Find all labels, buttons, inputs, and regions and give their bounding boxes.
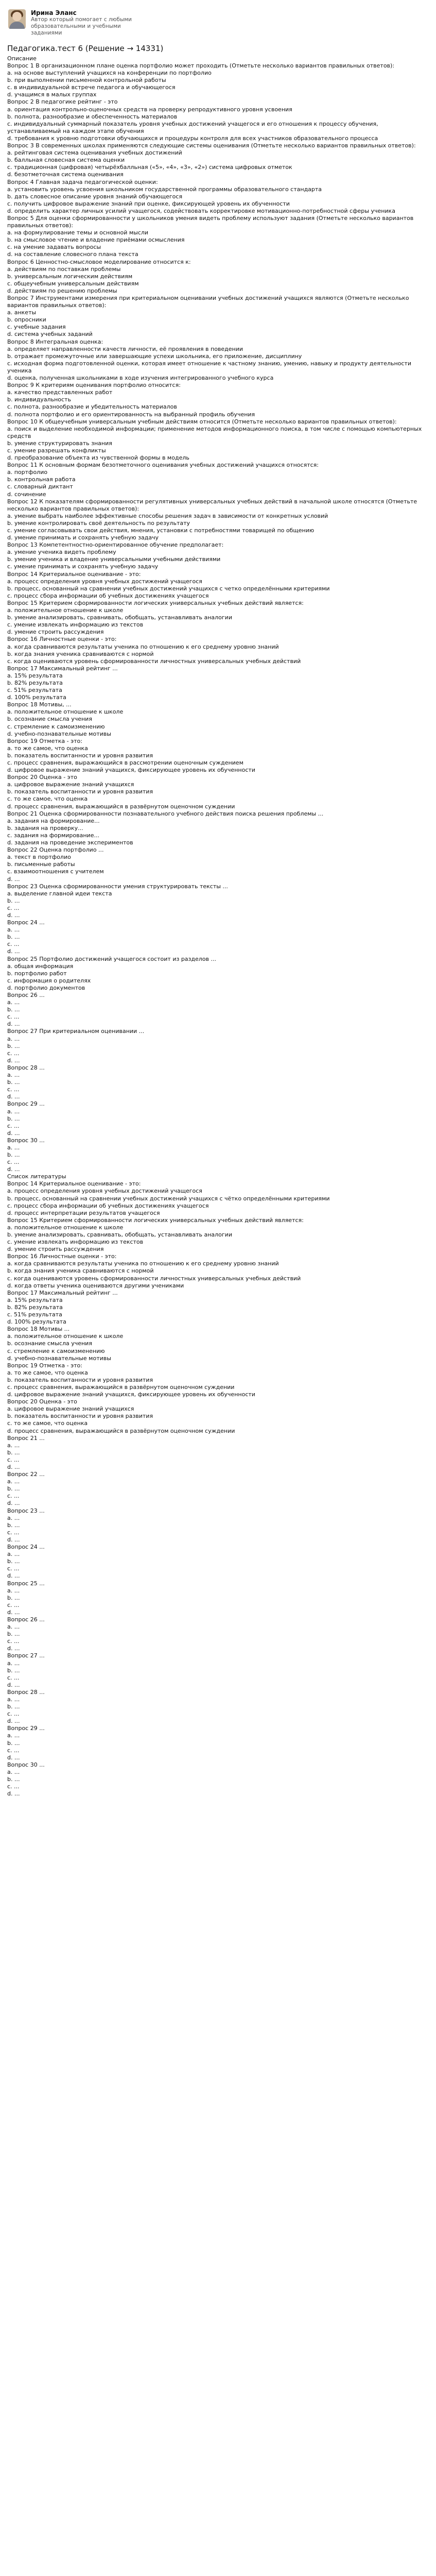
- answer-option: c. учебные задания: [7, 324, 66, 331]
- answer-option: a. текст в портфолио: [7, 854, 71, 861]
- answer-option: c. задания на формирование...: [7, 832, 99, 839]
- answer-option: a. общая информация: [7, 962, 74, 970]
- answer-option: b. балльная словесная система оценки: [7, 157, 125, 164]
- answer-option: b. ...: [7, 1521, 20, 1529]
- question-text: Вопрос 5 Для оценки сформированности у школьников умения видеть проблему используют задания (Отметьте несколько вариантов правильных ответов):: [7, 214, 414, 229]
- answer-option: d. ...: [7, 1790, 20, 1798]
- question-text: Вопрос 11 К основным формам безотметочного оценивания учебных достижений учащихся относятся:: [7, 462, 319, 469]
- answer-option: a. ориентация контрольно-оценочных средств на проверку репродуктивного уровня усвоения: [7, 106, 292, 113]
- answer-option: d. умение строить рассуждения: [7, 629, 104, 636]
- question-text: Вопрос 21 ...: [7, 1434, 45, 1442]
- answer-option: c. на умение задавать вопросы: [7, 244, 101, 251]
- question-text: Вопрос 21 Оценка сформированности познавательного учебного действия поиска решения проблемы ...: [7, 810, 324, 817]
- description-label: Описание: [7, 55, 37, 62]
- answer-option: d. учебно-познавательные мотивы: [7, 1354, 111, 1362]
- answer-option: c. процесс сбора информации об учебных достижениях учащегося: [7, 592, 209, 599]
- answer-option: c. индивидуальный суммарный показатель уровня учебных достижений учащегося и его отношения к процессу обучения, устанавливаемый на каждом этапе обучения: [7, 120, 378, 134]
- answer-option: a. качество представленных работ: [7, 389, 113, 396]
- answer-option: a. ...: [7, 1696, 20, 1703]
- answer-option: d. ...: [7, 1681, 20, 1688]
- answer-option: b. отражает промежуточные или завершающие успехи школьника, его приложение, дисциплину: [7, 352, 302, 360]
- answer-option: a. на основе выступлений учащихся на конференции по портфолио: [7, 70, 212, 77]
- answer-option: c. ...: [7, 1493, 20, 1500]
- question-text: Вопрос 28 ...: [7, 1064, 45, 1071]
- answer-option: b. умение анализировать, сравнивать, обобщать, устанавливать аналогии: [7, 1231, 232, 1238]
- answer-option: a. рейтинговая система оценивания учебных достижений: [7, 149, 182, 157]
- answer-option: d. цифровое выражение знаний учащихся, фиксирующее уровень их обученности: [7, 1391, 255, 1398]
- answer-option: d. полнота портфолио и его ориентированность на выбранный профиль обучения: [7, 411, 255, 418]
- answer-option: a. ...: [7, 1478, 20, 1485]
- answer-option: c. словарный диктант: [7, 483, 73, 490]
- answer-option: d. умение строить рассуждения: [7, 1246, 104, 1253]
- answer-option: c. когда оцениваются уровень сформированности личностных универсальных учебных действий: [7, 657, 301, 665]
- answer-option: c. то же самое, что оценка: [7, 795, 88, 803]
- answer-option: b. ...: [7, 1594, 20, 1601]
- question-text: Вопрос 15 Критерием сформированности логических универсальных учебных действий является:: [7, 599, 304, 606]
- answer-option: d. ...: [7, 1464, 20, 1470]
- answer-option: b. ...: [7, 1485, 20, 1493]
- answer-option: b. умение анализировать, сравнивать, обобщать, устанавливать аналогии: [7, 614, 232, 621]
- answer-option: c. информация о родителях: [7, 977, 91, 984]
- question-text: Вопрос 20 Оценка - это: [7, 774, 77, 781]
- answer-option: c. ...: [7, 1747, 20, 1754]
- answer-option: c. ...: [7, 1565, 20, 1572]
- answer-option: d. учебно-познавательные мотивы: [7, 730, 111, 737]
- answer-option: d. процесс сравнения, выражающийся в развёрнутом оценочном суждении: [7, 1427, 235, 1434]
- answer-option: a. ...: [7, 1108, 20, 1115]
- question-text: Вопрос 15 Критерием сформированности логических универсальных учебных действий является:: [7, 1216, 304, 1224]
- answer-option: d. портфолио документов: [7, 984, 85, 991]
- answer-option: c. ...: [7, 1122, 20, 1129]
- answer-option: c. ...: [7, 1783, 20, 1790]
- answer-option: b. ...: [7, 1631, 20, 1638]
- answer-option: d. на составление словесного плана текста: [7, 251, 138, 258]
- question-text: Вопрос 16 Личностные оценки - это:: [7, 1253, 117, 1260]
- answer-option: b. осознание смысла учения: [7, 716, 92, 723]
- answer-option: d. ...: [7, 911, 20, 919]
- question-text: Вопрос 14 Критериальное оценивание - это:: [7, 1180, 141, 1188]
- question-text: Вопрос 22 Оценка портфолио ...: [7, 846, 104, 854]
- answer-option: c. стремление к самоизменению: [7, 1347, 105, 1354]
- answer-option: d. задания на проведение экспериментов: [7, 839, 133, 846]
- question-text: Вопрос 3 В современных школах применяются следующие системы оценивания (Отметьте несколько вариантов правильных ответов):: [7, 142, 416, 149]
- question-text: Вопрос 26 ...: [7, 1616, 45, 1623]
- question-text: Вопрос 23 ...: [7, 1507, 45, 1514]
- answer-option: d. ...: [7, 1129, 20, 1137]
- answer-option: b. показатель воспитанности и уровня развития: [7, 752, 153, 759]
- question-text: Вопрос 18 Мотивы ...: [7, 1326, 70, 1333]
- answer-option: c. процесс сравнения, выражающийся в развёрнутом оценочном суждении: [7, 1383, 235, 1391]
- answer-option: d. процесс сравнения, выражающийся в развёрнутом оценочном суждении: [7, 803, 235, 810]
- answer-option: a. портфолио: [7, 469, 48, 476]
- answer-option: d. ...: [7, 1093, 20, 1100]
- answer-option: c. исходная форма подготовленной оценки, которая имеет отношение к частному знанию, умению, навыку и продукту деятельности ученика: [7, 360, 411, 374]
- answer-option: a. ...: [7, 1442, 20, 1449]
- answer-option: c. умение извлекать информацию из текстов: [7, 1239, 144, 1246]
- question-text: Вопрос 23 Оценка сформированности умения структурировать тексты ...: [7, 883, 228, 890]
- answer-option: c. стремление к самоизменению: [7, 723, 105, 730]
- answer-option: c. получить цифровое выражение знаний при оценке, фиксирующей уровень их обученности: [7, 200, 290, 207]
- answer-option: c. ...: [7, 1456, 20, 1463]
- answer-option: c. традиционная (цифровая) четырёхбалльная («5», «4», «3», «2») система цифровых отметок: [7, 164, 292, 171]
- answer-option: b. ...: [7, 1449, 20, 1456]
- answer-option: b. ...: [7, 1667, 20, 1674]
- answer-option: a. ...: [7, 1035, 20, 1042]
- answer-option: d. цифровое выражение знаний учащихся, фиксирующее уровень их обученности: [7, 767, 255, 774]
- answer-option: a. анкеты: [7, 309, 37, 316]
- answer-option: b. универсальным логическим действиям: [7, 273, 133, 280]
- answer-option: b. процесс, основанный на сравнении учебных достижений учащихся с чётко определёнными критериями: [7, 1195, 330, 1202]
- answer-option: c. в индивидуальной встрече педагога и обучающегося: [7, 84, 176, 91]
- answer-option: b. опросники: [7, 316, 46, 324]
- answer-option: b. при выполнении письменной контрольной работы: [7, 77, 166, 84]
- answer-option: b. ...: [7, 1079, 20, 1086]
- answer-option: d. определить характер личных усилий учащегося, содействовать корректировке мотивационно-потребностной сферы ученика: [7, 207, 395, 214]
- answer-option: a. ...: [7, 1072, 20, 1079]
- answer-option: b. ...: [7, 1703, 20, 1710]
- answer-option: a. ...: [7, 1144, 20, 1151]
- question-text: Вопрос 26 ...: [7, 992, 45, 998]
- answer-option: b. когда знания ученика сравниваются с нормой: [7, 650, 154, 657]
- answer-option: c. ...: [7, 941, 20, 948]
- answer-option: d. ...: [7, 1500, 20, 1507]
- question-list: [4, 62, 426, 1798]
- question-text: Вопрос 19 Отметка - это:: [7, 737, 82, 744]
- answer-option: b. ...: [7, 1776, 20, 1783]
- answer-option: d. ...: [7, 1718, 20, 1725]
- answer-option: c. умение согласовывать свои действия, мнения, установки с потребностями товарищей по общению: [7, 527, 315, 534]
- avatar[interactable]: [8, 9, 26, 29]
- answer-option: b. умение структурировать знания: [7, 439, 112, 447]
- answer-option: d. ...: [7, 1608, 20, 1616]
- answer-option: c. ...: [7, 1013, 20, 1021]
- question-text: Вопрос 4 Главная задача педагогической оценки:: [7, 178, 158, 185]
- answer-option: d. 100% результата: [7, 1318, 66, 1326]
- question-text: Вопрос 17 Максимальный рейтинг ...: [7, 1289, 118, 1296]
- answer-option: d. ...: [7, 948, 20, 955]
- answer-option: b. контрольная работа: [7, 476, 76, 483]
- answer-option: c. процесс сравнения, выражающийся в рассмотрении оценочным суждением: [7, 759, 243, 766]
- answer-option: b. 82% результата: [7, 679, 63, 686]
- question-text: Вопрос 1 В организационном плане оценка портфолио может проходить (Отметьте несколько вариантов правильных ответов):: [7, 62, 395, 69]
- answer-option: d. ...: [7, 1021, 20, 1028]
- answer-option: c. взаимоотношения с учителем: [7, 868, 104, 875]
- answer-option: a. ...: [7, 1732, 20, 1739]
- question-text: Вопрос 22 ...: [7, 1471, 45, 1478]
- answer-option: b. умение ученика и владение универсальными учебными действиями: [7, 556, 221, 563]
- answer-option: a. ...: [7, 1659, 20, 1667]
- answer-option: d. ...: [7, 1754, 20, 1761]
- answer-option: b. на смысловое чтение и владение приёмами осмысления: [7, 236, 185, 244]
- question-text: Вопрос 8 Интегральная оценка:: [7, 338, 103, 345]
- question-text: Вопрос 19 Отметка - это:: [7, 1362, 82, 1369]
- answer-option: c. ...: [7, 1529, 20, 1536]
- answer-option: a. положительное отношение к школе: [7, 1224, 124, 1231]
- page-title: Педагогика.тест 6 (Решение → 14331): [7, 44, 164, 53]
- answer-option: b. портфолио работ: [7, 970, 67, 977]
- answer-option: a. цифровое выражение знаний учащихся: [7, 781, 134, 788]
- question-text: Вопрос 14 Критериальное оценивание - это:: [7, 570, 141, 578]
- question-text: Вопрос 10 К общеучебным универсальным учебным действиям относится (Отметьте несколько вариантов правильных ответов):: [7, 418, 397, 425]
- answer-option: b. показатель воспитанности и уровня развития: [7, 788, 153, 795]
- answer-option: a. задания на формирование...: [7, 817, 100, 824]
- answer-option: b. умение контролировать своё деятельность по результату: [7, 519, 190, 527]
- question-text: Вопрос 9 К критериям оценивания портфолио относится:: [7, 382, 181, 389]
- answer-option: d. действиям по решению проблемы: [7, 287, 117, 294]
- answer-option: a. поиск и выделение необходимой информации; применение методов информационного поиска, в том числе с помощью компьютерных средств: [7, 425, 422, 439]
- question-text: Вопрос 25 Портфолио достижений учащегося состоит из разделов ...: [7, 955, 216, 962]
- answer-option: d. сочинение: [7, 490, 46, 498]
- answer-option: b. ...: [7, 1739, 20, 1747]
- answer-option: b. ...: [7, 897, 20, 904]
- question-text: Вопрос 24 ...: [7, 1544, 45, 1551]
- answer-option: a. определяет направленности качеств личности, её проявления в поведении: [7, 345, 243, 352]
- answer-option: d. ...: [7, 1057, 20, 1064]
- answer-option: c. умение разрешать конфликты: [7, 447, 106, 454]
- answer-option: b. процесс, основанный на сравнении учебных достижений учащихся с четко определёнными критериями: [7, 585, 330, 592]
- answer-option: a. ...: [7, 1768, 20, 1775]
- question-text: Вопрос 2 В педагогике рейтинг - это: [7, 98, 118, 106]
- question-text: Вопрос 28 ...: [7, 1688, 45, 1696]
- answer-option: a. умение ученика видеть проблему: [7, 549, 116, 556]
- question-text: Вопрос 29 ...: [7, 1725, 45, 1732]
- answer-option: b. полнота, разнообразие и обеспеченность материалов: [7, 113, 178, 120]
- question-text: Вопрос 6 Ценностно-смысловое моделирование относится к:: [7, 258, 191, 265]
- answer-option: c. ...: [7, 1086, 20, 1093]
- author-info: [31, 9, 149, 37]
- question-text: Вопрос 17 Максимальный рейтинг ...: [7, 665, 118, 672]
- literature-label: Список литературы: [7, 1173, 66, 1180]
- answer-option: d. оценка, полученная школьниками в ходе изучения интегрированного учебного курса: [7, 375, 274, 382]
- question-text: Вопрос 13 Компетентностно-ориентированное обучение предполагает:: [7, 541, 224, 549]
- answer-option: a. положительное отношение к школе: [7, 1333, 124, 1340]
- answer-option: c. ...: [7, 1674, 20, 1681]
- answer-option: b. ...: [7, 1115, 20, 1122]
- answer-option: b. ...: [7, 1042, 20, 1049]
- answer-option: a. процесс определения уровня учебных достижений учащегося: [7, 1188, 202, 1195]
- answer-option: b. показатель воспитанности и уровня развития: [7, 1376, 153, 1383]
- answer-option: d. умение принимать и сохранять учебную задачу: [7, 534, 159, 541]
- answer-option: c. ...: [7, 1710, 20, 1718]
- answer-option: a. то же самое, что оценка: [7, 744, 88, 752]
- question-text: Вопрос 27 При критериальном оценивании ...: [7, 1028, 145, 1035]
- answer-option: d. ...: [7, 875, 20, 883]
- answer-option: c. когда оцениваются уровень сформированности личностных универсальных учебных действий: [7, 1275, 301, 1282]
- answer-option: d. процесс интерпретации результатов учащегося: [7, 1209, 160, 1216]
- answer-option: b. письменные работы: [7, 861, 75, 868]
- answer-option: a. выделение главной идеи текста: [7, 890, 112, 897]
- answer-option: a. ...: [7, 1623, 20, 1631]
- answer-option: a. то же самое, что оценка: [7, 1369, 88, 1376]
- question-text: Вопрос 27 ...: [7, 1652, 45, 1659]
- answer-option: b. индивидуальность: [7, 396, 71, 403]
- answer-option: a. ...: [7, 926, 20, 934]
- answer-option: b. ...: [7, 1006, 20, 1013]
- question-text: Вопрос 16 Личностные оценки - это:: [7, 636, 117, 643]
- answer-option: a. на формулирование темы и основной мысли: [7, 229, 149, 236]
- answer-option: c. 51% результата: [7, 1311, 62, 1318]
- answer-option: a. положительное отношение к школе: [7, 607, 124, 614]
- author-name[interactable]: Ирина Эланс: [31, 9, 77, 16]
- answer-option: b. дать словесное описание уровня знаний обучающегося: [7, 193, 183, 200]
- answer-option: a. процесс определения уровня учебных достижений учащегося: [7, 578, 202, 585]
- answer-option: d. ...: [7, 1572, 20, 1580]
- question-text: Вопрос 20 Оценка - это: [7, 1398, 77, 1405]
- answer-option: d. 100% результата: [7, 694, 66, 701]
- answer-option: c. умение извлекать информацию из текстов: [7, 621, 144, 629]
- answer-option: c. ...: [7, 1638, 20, 1645]
- question-text: Вопрос 12 К показателям сформированности регулятивных универсальных учебных действий в начальной школе относятся (Отметьте несколько вариантов правильных ответов):: [7, 498, 417, 512]
- answer-option: c. ...: [7, 1049, 20, 1057]
- question-text: Вопрос 18 Мотивы, ...: [7, 701, 72, 708]
- answer-option: d. ...: [7, 1645, 20, 1652]
- question-text: Вопрос 25 ...: [7, 1580, 45, 1587]
- answer-option: b. показатель воспитанности и уровня развития: [7, 1413, 153, 1420]
- answer-option: c. умение принимать и сохранять учебную задачу: [7, 563, 159, 570]
- answer-option: a. действиям по поставкам проблемы: [7, 265, 121, 273]
- answer-option: d. требования к уровню подготовки обучающихся и процедуры контроля для всех участников образовательного процесса: [7, 134, 378, 142]
- answer-option: b. 82% результата: [7, 1303, 63, 1311]
- answer-option: b. осознание смысла учения: [7, 1340, 92, 1347]
- answer-option: a. ...: [7, 1587, 20, 1594]
- question-text: Вопрос 29 ...: [7, 1100, 45, 1108]
- answer-option: a. 15% результата: [7, 672, 63, 679]
- answer-option: c. полнота, разнообразие и убедительность материалов: [7, 403, 177, 411]
- answer-option: b. ...: [7, 1151, 20, 1159]
- answer-option: d. учащимся в малых группах: [7, 91, 97, 98]
- answer-option: d. ...: [7, 1536, 20, 1543]
- answer-option: a. положительное отношение к школе: [7, 708, 124, 716]
- answer-option: a. цифровое выражение знаний учащихся: [7, 1405, 134, 1413]
- question-text: Вопрос 7 Инструментами измерения при критериальном оценивании учебных достижений учащихся являются (Отметьте несколько вариантов правильных ответов):: [7, 295, 409, 309]
- answer-option: d. преобразование объекта из чувственной формы в модель: [7, 454, 189, 462]
- answer-option: c. ...: [7, 1159, 20, 1166]
- answer-option: b. ...: [7, 934, 20, 941]
- answer-option: b. задания на проверку...: [7, 824, 83, 832]
- answer-option: c. процесс сбора информации об учебных достижениях учащегося: [7, 1202, 209, 1209]
- answer-option: d. когда ответы ученика оцениваются другими учениками: [7, 1282, 184, 1289]
- answer-option: c. ...: [7, 904, 20, 911]
- question-text: Вопрос 30 ...: [7, 1137, 45, 1144]
- author-description: Автор который помогает с любыми образовательными и учебными заданиями: [31, 16, 132, 36]
- answer-option: a. когда сравниваются результаты ученика по отношению к его среднему уровню знаний: [7, 643, 279, 650]
- answer-option: b. когда знания ученика сравниваются с нормой: [7, 1267, 154, 1275]
- answer-option: a. умение выбрать наиболее эффективные способы решения задач в зависимости от конкретных условий: [7, 512, 328, 519]
- author-block: [8, 9, 426, 37]
- answer-option: a. когда сравниваются результаты ученика по отношению к его среднему уровню знаний: [7, 1260, 279, 1267]
- answer-option: a. ...: [7, 1514, 20, 1521]
- question-text: Вопрос 24 ...: [7, 919, 45, 926]
- answer-option: a. установить уровень усвоения школьником государственной программы образовательного стандарта: [7, 185, 322, 193]
- answer-option: c. 51% результата: [7, 687, 62, 694]
- answer-option: d. безотметочная система оценивания: [7, 171, 124, 178]
- answer-option: a. ...: [7, 999, 20, 1006]
- answer-option: d. система учебных заданий: [7, 331, 93, 338]
- answer-option: c. общеучебным универсальным действиям: [7, 280, 139, 287]
- answer-option: c. то же самое, что оценка: [7, 1420, 88, 1427]
- answer-option: b. ...: [7, 1558, 20, 1565]
- answer-option: c. ...: [7, 1601, 20, 1608]
- answer-option: a. 15% результата: [7, 1296, 63, 1303]
- answer-option: d. ...: [7, 1166, 20, 1173]
- answer-option: a. ...: [7, 1551, 20, 1558]
- question-text: Вопрос 30 ...: [7, 1761, 45, 1768]
